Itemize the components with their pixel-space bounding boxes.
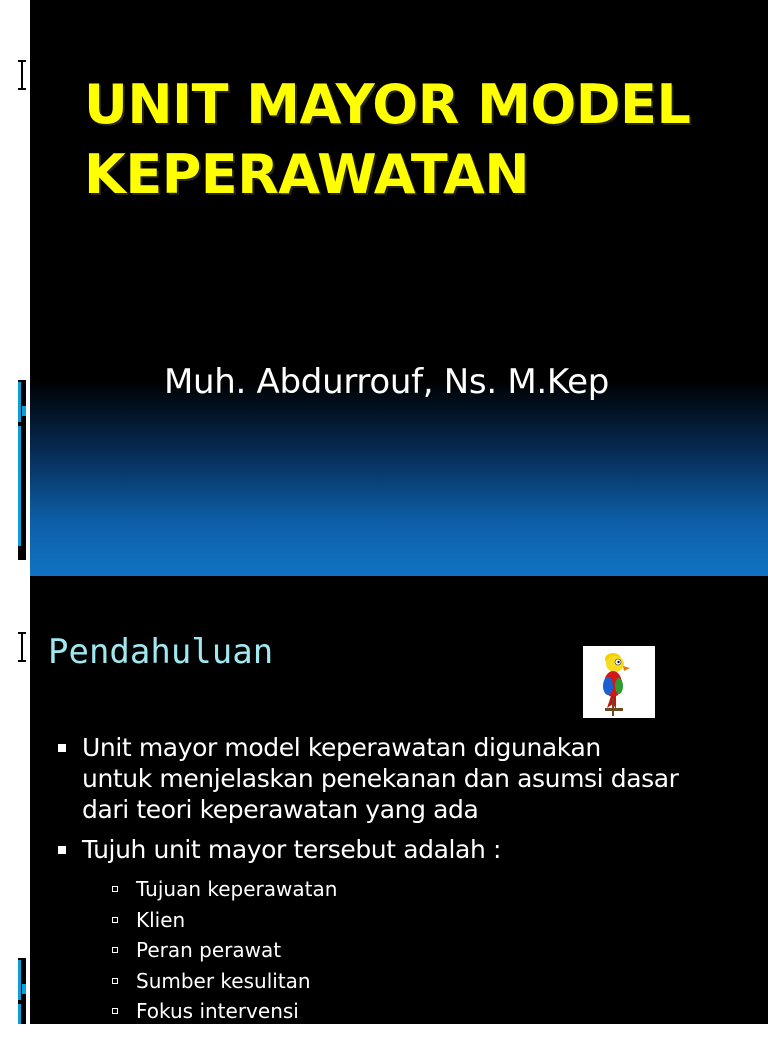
content-slide: [30, 576, 768, 1024]
slide-edge-accent: [18, 958, 26, 1024]
slide-title-line-1: UNIT MAYOR MODEL: [84, 70, 754, 140]
parrot-image: [583, 646, 655, 718]
bullet-item-1: [56, 732, 762, 825]
sub-item-label: Klien: [136, 908, 185, 932]
hollow-square-icon: [112, 1008, 118, 1014]
sub-bullet-list: [56, 874, 762, 1057]
bullet-1-line-1: Unit mayor model keperawatan digunakan: [82, 732, 762, 763]
author-name: Muh. Abdurrouf, Ns. M.Kep: [164, 362, 724, 402]
bullet-square-icon: [58, 744, 66, 752]
hollow-square-icon: [112, 886, 118, 892]
sub-item-label: Sumber kesulitan: [136, 969, 311, 993]
sub-item: [110, 935, 762, 966]
bullet-square-icon: [58, 846, 66, 854]
sub-item: [110, 1027, 762, 1057]
slide-edge-marker: [18, 632, 26, 662]
hollow-square-icon: [112, 947, 118, 953]
slide-heading: Pendahuluan: [48, 632, 273, 672]
hollow-square-icon: [112, 1039, 118, 1045]
sub-item-label: Tujuan keperawatan: [136, 877, 337, 901]
slide-title-line-2: KEPERAWATAN: [84, 140, 754, 210]
sub-item-label: Peran perawat: [136, 938, 281, 962]
sub-item: [110, 874, 762, 905]
slide-edge-marker: [18, 60, 26, 90]
title-slide: [30, 0, 768, 576]
bullet-2-line-1: Tujuh unit mayor tersebut adalah :: [82, 834, 762, 865]
bullet-1-line-3: dari teori keperawatan yang ada: [82, 794, 762, 825]
sub-item-label: Fokus intervensi: [136, 999, 299, 1023]
hollow-square-icon: [112, 917, 118, 923]
parrot-icon: [583, 646, 655, 718]
sub-item-label: Mode intervensi: [136, 1030, 296, 1054]
sub-item: [110, 966, 762, 997]
slide-edge-accent: [18, 380, 26, 560]
slide-title: [84, 70, 754, 210]
sub-item: [110, 996, 762, 1027]
bullet-1-line-2: untuk menjelaskan penekanan dan asumsi dasar: [82, 763, 762, 794]
hollow-square-icon: [112, 978, 118, 984]
bullet-item-2: [56, 834, 762, 865]
sub-list-container: [56, 874, 762, 1057]
sub-item: [110, 905, 762, 936]
bullet-list: [56, 732, 762, 1057]
